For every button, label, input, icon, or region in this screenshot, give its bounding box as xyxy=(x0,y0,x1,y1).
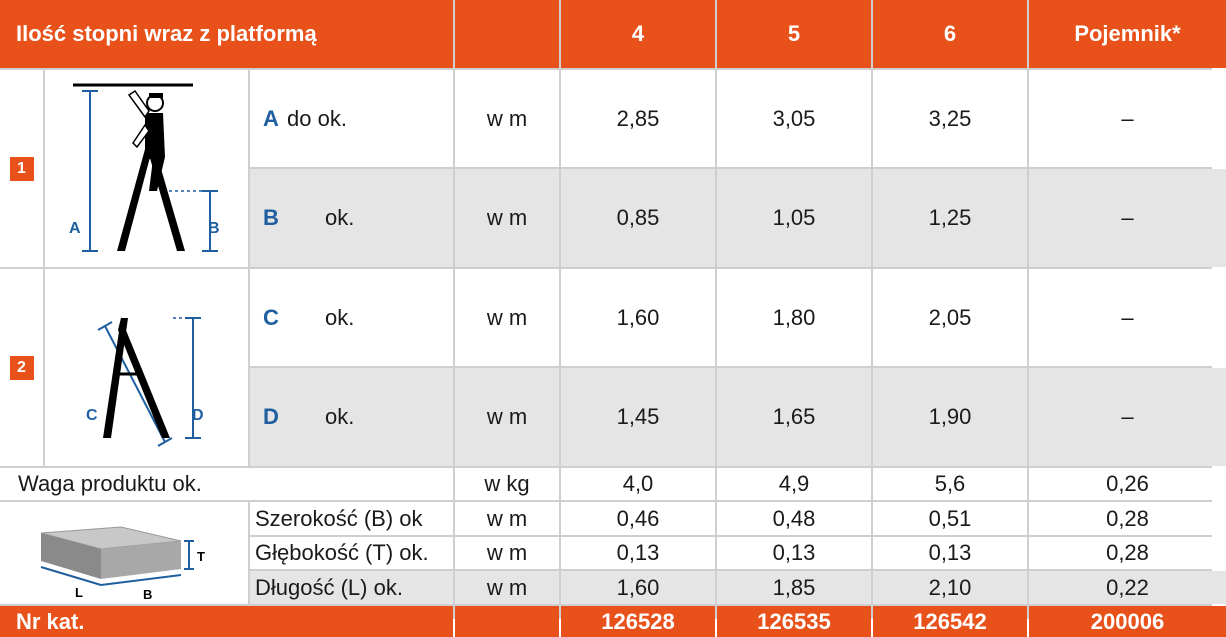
ladder-person-illustration xyxy=(45,71,248,266)
row-d-unit: w m xyxy=(455,368,559,466)
row-c-value-container: – xyxy=(1029,269,1226,366)
row-c-value-4: 1,60 xyxy=(561,269,715,366)
row-b-text: ok. xyxy=(325,205,355,230)
row-a-value-6: 3,25 xyxy=(873,70,1027,167)
row-d-letter: D xyxy=(263,404,279,429)
row-d-value-6: 1,90 xyxy=(873,368,1027,466)
box-label-b: B xyxy=(143,587,153,602)
header-title: Ilość stopni wraz z platformą xyxy=(0,0,453,68)
row-b-value-5: 1,05 xyxy=(717,169,871,267)
depth-unit: w m xyxy=(455,537,559,569)
catalog-label: Nr kat. xyxy=(0,606,453,637)
header-col-container: Pojemnik* xyxy=(1029,0,1226,68)
row-b-value-6: 1,25 xyxy=(873,169,1027,267)
weight-value-6: 5,6 xyxy=(873,468,1027,500)
ladder-folded-illustration xyxy=(45,270,248,465)
width-value-container: 0,28 xyxy=(1029,502,1226,535)
ladder-height-diagram xyxy=(45,70,248,267)
row-d-value-4: 1,45 xyxy=(561,368,715,466)
row-c-label xyxy=(250,269,453,366)
width-value-5: 0,48 xyxy=(717,502,871,535)
row-b-value-4: 0,85 xyxy=(561,169,715,267)
width-label: Szerokość (B) ok xyxy=(250,502,453,535)
row-a-letter: A xyxy=(263,105,279,131)
row-b-unit: w m xyxy=(455,169,559,267)
catalog-unit-cell xyxy=(455,606,559,637)
section-2-badge: 2 xyxy=(10,356,34,380)
weight-value-4: 4,0 xyxy=(561,468,715,500)
diagram-label-c: C xyxy=(86,407,98,424)
weight-unit: w kg xyxy=(455,468,559,500)
row-d-value-container: – xyxy=(1029,368,1226,466)
row-a-value-5: 3,05 xyxy=(717,70,871,167)
length-label: Długość (L) ok. xyxy=(250,571,453,604)
length-value-6: 2,10 xyxy=(873,571,1027,604)
row-c-value-5: 1,80 xyxy=(717,269,871,366)
length-value-5: 1,85 xyxy=(717,571,871,604)
diagram-label-a: A xyxy=(69,220,81,237)
catalog-value-container: 200006 xyxy=(1029,606,1226,637)
length-value-4: 1,60 xyxy=(561,571,715,604)
depth-value-6: 0,13 xyxy=(873,537,1027,569)
header-unit-cell xyxy=(455,0,559,68)
section-1-badge-cell xyxy=(0,70,43,267)
length-value-container: 0,22 xyxy=(1029,571,1226,604)
box-label-l: L xyxy=(75,585,83,600)
row-c-value-6: 2,05 xyxy=(873,269,1027,366)
catalog-value-4: 126528 xyxy=(561,606,715,637)
depth-value-5: 0,13 xyxy=(717,537,871,569)
row-a-label xyxy=(250,70,453,167)
package-box-diagram xyxy=(0,502,248,604)
row-a-unit: w m xyxy=(455,70,559,167)
row-d-value-5: 1,65 xyxy=(717,368,871,466)
depth-value-container: 0,28 xyxy=(1029,537,1226,569)
weight-value-5: 4,9 xyxy=(717,468,871,500)
catalog-value-6: 126542 xyxy=(873,606,1027,637)
row-d-label xyxy=(250,368,453,466)
section-2-badge-cell xyxy=(0,269,43,466)
header-col-6: 6 xyxy=(873,0,1027,68)
row-c-unit: w m xyxy=(455,269,559,366)
weight-value-container: 0,26 xyxy=(1029,468,1226,500)
row-c-letter: C xyxy=(263,304,279,330)
row-c-text: ok. xyxy=(325,304,355,330)
row-b-label xyxy=(250,169,453,267)
row-a-value-container: – xyxy=(1029,70,1226,167)
box-label-t: T xyxy=(197,549,205,564)
row-a-text: do ok. xyxy=(287,105,347,131)
width-unit: w m xyxy=(455,502,559,535)
width-value-6: 0,51 xyxy=(873,502,1027,535)
depth-label: Głębokość (T) ok. xyxy=(250,537,453,569)
diagram-label-d: D xyxy=(192,407,204,424)
row-b-value-container: – xyxy=(1029,169,1226,267)
ladder-length-diagram xyxy=(45,269,248,466)
width-value-4: 0,46 xyxy=(561,502,715,535)
weight-label: Waga produktu ok. xyxy=(0,468,453,500)
row-a-value-4: 2,85 xyxy=(561,70,715,167)
section-1-badge: 1 xyxy=(10,157,34,181)
catalog-value-5: 126535 xyxy=(717,606,871,637)
length-unit: w m xyxy=(455,571,559,604)
row-b-letter: B xyxy=(263,205,279,230)
row-d-text: ok. xyxy=(325,404,355,429)
diagram-label-b: B xyxy=(208,220,220,237)
header-col-5: 5 xyxy=(717,0,871,68)
depth-value-4: 0,13 xyxy=(561,537,715,569)
header-col-4: 4 xyxy=(561,0,715,68)
package-box-illustration xyxy=(1,505,247,601)
